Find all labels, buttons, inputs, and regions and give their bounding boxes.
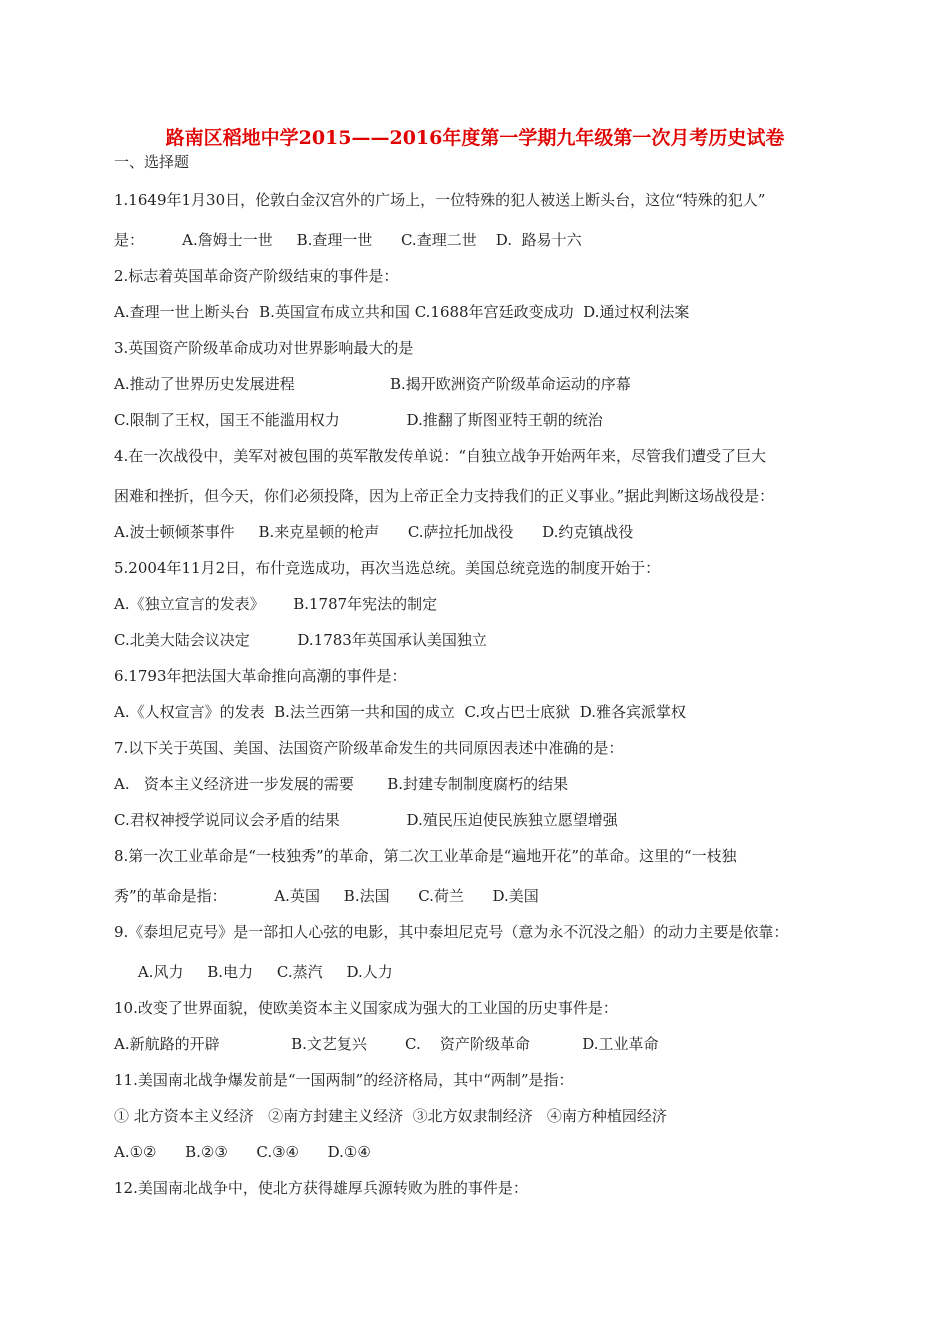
question-line: A.查理一世上断头台 B.英国宣布成立共和国 C.1688年宫廷政变成功 D.通过权利法案 xyxy=(114,303,690,321)
question-line: A.《独立宣言的发表》 B.1787年宪法的制定 xyxy=(114,595,438,613)
question-line: A.波士顿倾茶事件 B.来克星顿的枪声 C.萨拉托加战役 D.约克镇战役 xyxy=(114,523,634,541)
question-line: 2.标志着英国革命资产阶级结束的事件是： xyxy=(114,267,399,285)
question-line: 困难和挫折，但今天，你们必须投降，因为上帝正全力支持我们的正义事业。”据此判断这场战役是： xyxy=(114,487,775,505)
question-line: 是： A.詹姆士一世 B.查理一世 C.查理二世 D. 路易十六 xyxy=(114,231,582,249)
question-line: 11.美国南北战争爆发前是“一国两制”的经济格局，其中“两制”是指： xyxy=(114,1071,574,1089)
question-line: 6.1793年把法国大革命推向高潮的事件是： xyxy=(114,667,407,685)
question-line: 7.以下关于英国、美国、法国资产阶级革命发生的共同原因表述中准确的是： xyxy=(114,739,624,757)
question-line: 5.2004年11月2日，布什竞选成功，再次当选总统。美国总统竞选的制度开始于： xyxy=(114,559,661,577)
section-heading: 一、选择题 xyxy=(114,153,190,171)
question-line: 12.美国南北战争中，使北方获得雄厚兵源转败为胜的事件是： xyxy=(114,1179,528,1197)
question-line: 9.《泰坦尼克号》是一部扣人心弦的电影，其中泰坦尼克号（意为永不沉没之船）的动力主要是依靠： xyxy=(114,923,789,941)
question-line: A.《人权宣言》的发表 B.法兰西第一共和国的成立 C.攻占巴士底狱 D.雅各宾派掌权 xyxy=(114,703,686,721)
exam-title: 路南区稻地中学2015——2016年度第一学期九年级第一次月考历史试卷 xyxy=(165,127,785,149)
question-line: A. 资本主义经济进一步发展的需要 B.封建专制制度腐朽的结果 xyxy=(114,775,569,793)
question-line: A.①② B.②③ C.③④ D.①④ xyxy=(114,1143,371,1161)
question-line: 8.第一次工业革命是“一枝独秀”的革命，第二次工业革命是“遍地开花”的革命。这里的“一枝独 xyxy=(114,847,737,865)
question-line: A.推动了世界历史发展进程 B.揭开欧洲资产阶级革命运动的序幕 xyxy=(114,375,631,393)
question-line: ① 北方资本主义经济 ②南方封建主义经济 ③北方奴隶制经济 ④南方种植园经济 xyxy=(114,1107,667,1125)
question-line: 10.改变了世界面貌，使欧美资本主义国家成为强大的工业国的历史事件是： xyxy=(114,999,618,1017)
question-line: C.君权神授学说同议会矛盾的结果 D.殖民压迫使民族独立愿望增强 xyxy=(114,811,618,829)
question-line: C.北美大陆会议决定 D.1783年英国承认美国独立 xyxy=(114,631,487,649)
question-line: C.限制了王权，国王不能滥用权力 D.推翻了斯图亚特王朝的统治 xyxy=(114,411,603,429)
question-line: 4.在一次战役中，美军对被包围的英军散发传单说：“自独立战争开始两年来，尽管我们遭受了巨大 xyxy=(114,447,766,465)
question-line: 3.英国资产阶级革命成功对世界影响最大的是 xyxy=(114,339,414,357)
question-line: A.风力 B.电力 C.蒸汽 D.人力 xyxy=(114,963,393,981)
question-line: 秀”的革命是指： A.英国 B.法国 C.荷兰 D.美国 xyxy=(114,887,539,905)
question-line: A.新航路的开辟 B.文艺复兴 C. 资产阶级革命 D.工业革命 xyxy=(114,1035,659,1053)
question-line: 1.1649年1月30日，伦敦白金汉宫外的广场上，一位特殊的犯人被送上断头台，这位“特殊的犯人” xyxy=(114,191,766,209)
